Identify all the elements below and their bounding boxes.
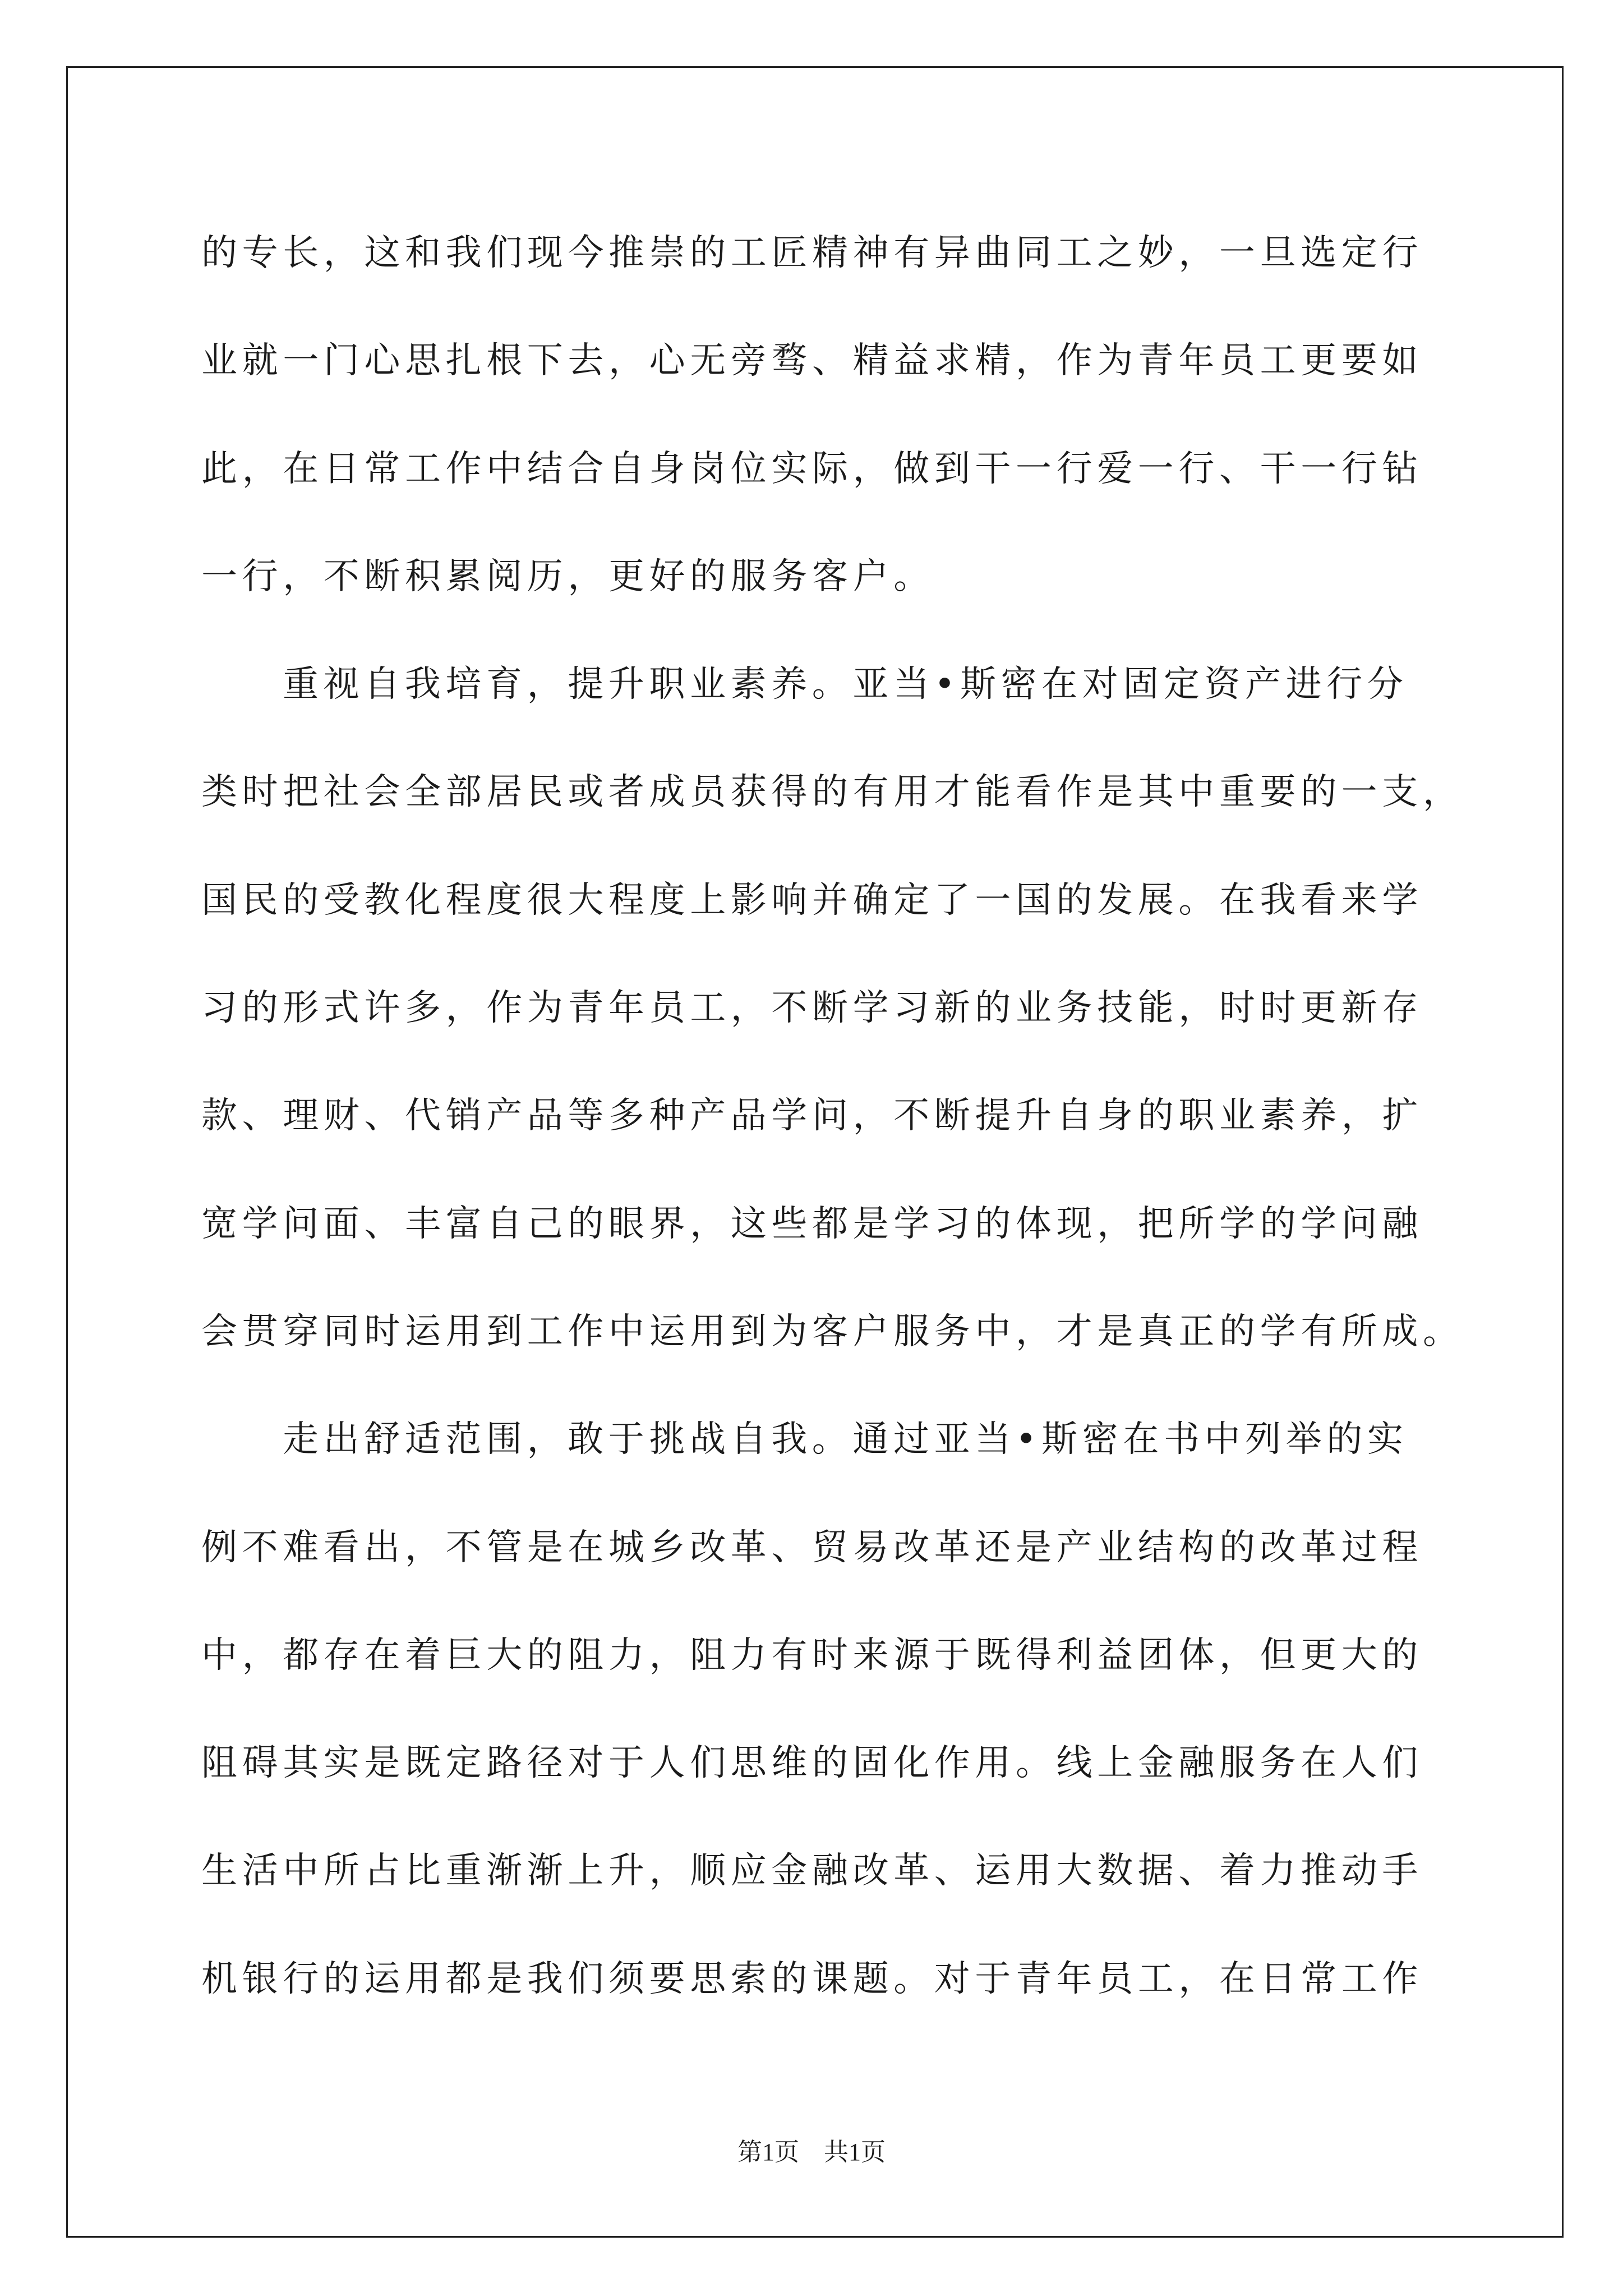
body-text-line: 此，在日常工作中结合自身岗位实际，做到干一行爱一行、干一行钻 [201, 448, 1423, 490]
body-text-line: 走出舒适范围，敢于挑战自我。通过亚当•斯密在书中列举的实 [283, 1419, 1408, 1461]
body-text-line: 宽学问面、丰富自己的眼界，这些都是学习的体现，把所学的学问融 [201, 1203, 1423, 1245]
page-number: 第1页 [737, 2138, 799, 2166]
page-total: 共1页 [824, 2138, 886, 2166]
body-text-line: 款、理财、代销产品等多种产品学问，不断提升自身的职业素养，扩 [201, 1095, 1423, 1137]
body-text-line: 业就一门心思扎根下去，心无旁骛、精益求精，作为青年员工更要如 [201, 340, 1423, 382]
body-text-line: 的专长，这和我们现今推崇的工匠精神有异曲同工之妙，一旦选定行 [201, 232, 1423, 274]
body-text-line: 一行，不断积累阅历，更好的服务客户。 [201, 555, 934, 597]
body-text-line: 机银行的运用都是我们须要思索的课题。对于青年员工，在日常工作 [201, 1958, 1423, 2000]
body-text-line: 会贯穿同时运用到工作中运用到为客户服务中，才是真正的学有所成。 [201, 1310, 1464, 1352]
paragraph [201, 1386, 1536, 2033]
body-text-line: 习的形式许多，作为青年员工，不断学习新的业务技能，时时更新存 [201, 987, 1423, 1029]
body-text-line: 重视自我培育，提升职业素养。亚当•斯密在对固定资产进行分 [283, 664, 1408, 706]
body-text-line: 类时把社会全部居民或者成员获得的有用才能看作是其中重要的一支， [201, 771, 1464, 813]
body-text-line: 中，都存在着巨大的阻力，阻力有时来源于既得利益团体，但更大的 [201, 1634, 1423, 1676]
paragraph [201, 199, 1536, 631]
body-text-line: 生活中所占比重渐渐上升，顺应金融改革、运用大数据、着力推动手 [201, 1850, 1423, 1892]
body-text-line: 例不难看出，不管是在城乡改革、贸易改革还是产业结构的改革过程 [201, 1526, 1423, 1568]
body-text-line: 阻碍其实是既定路径对于人们思维的固化作用。线上金融服务在人们 [201, 1742, 1423, 1784]
document-body [201, 199, 1536, 2033]
page-footer [0, 2135, 1623, 2170]
body-text-line: 国民的受教化程度很大程度上影响并确定了一国的发展。在我看来学 [201, 879, 1423, 921]
paragraph [201, 631, 1536, 1386]
